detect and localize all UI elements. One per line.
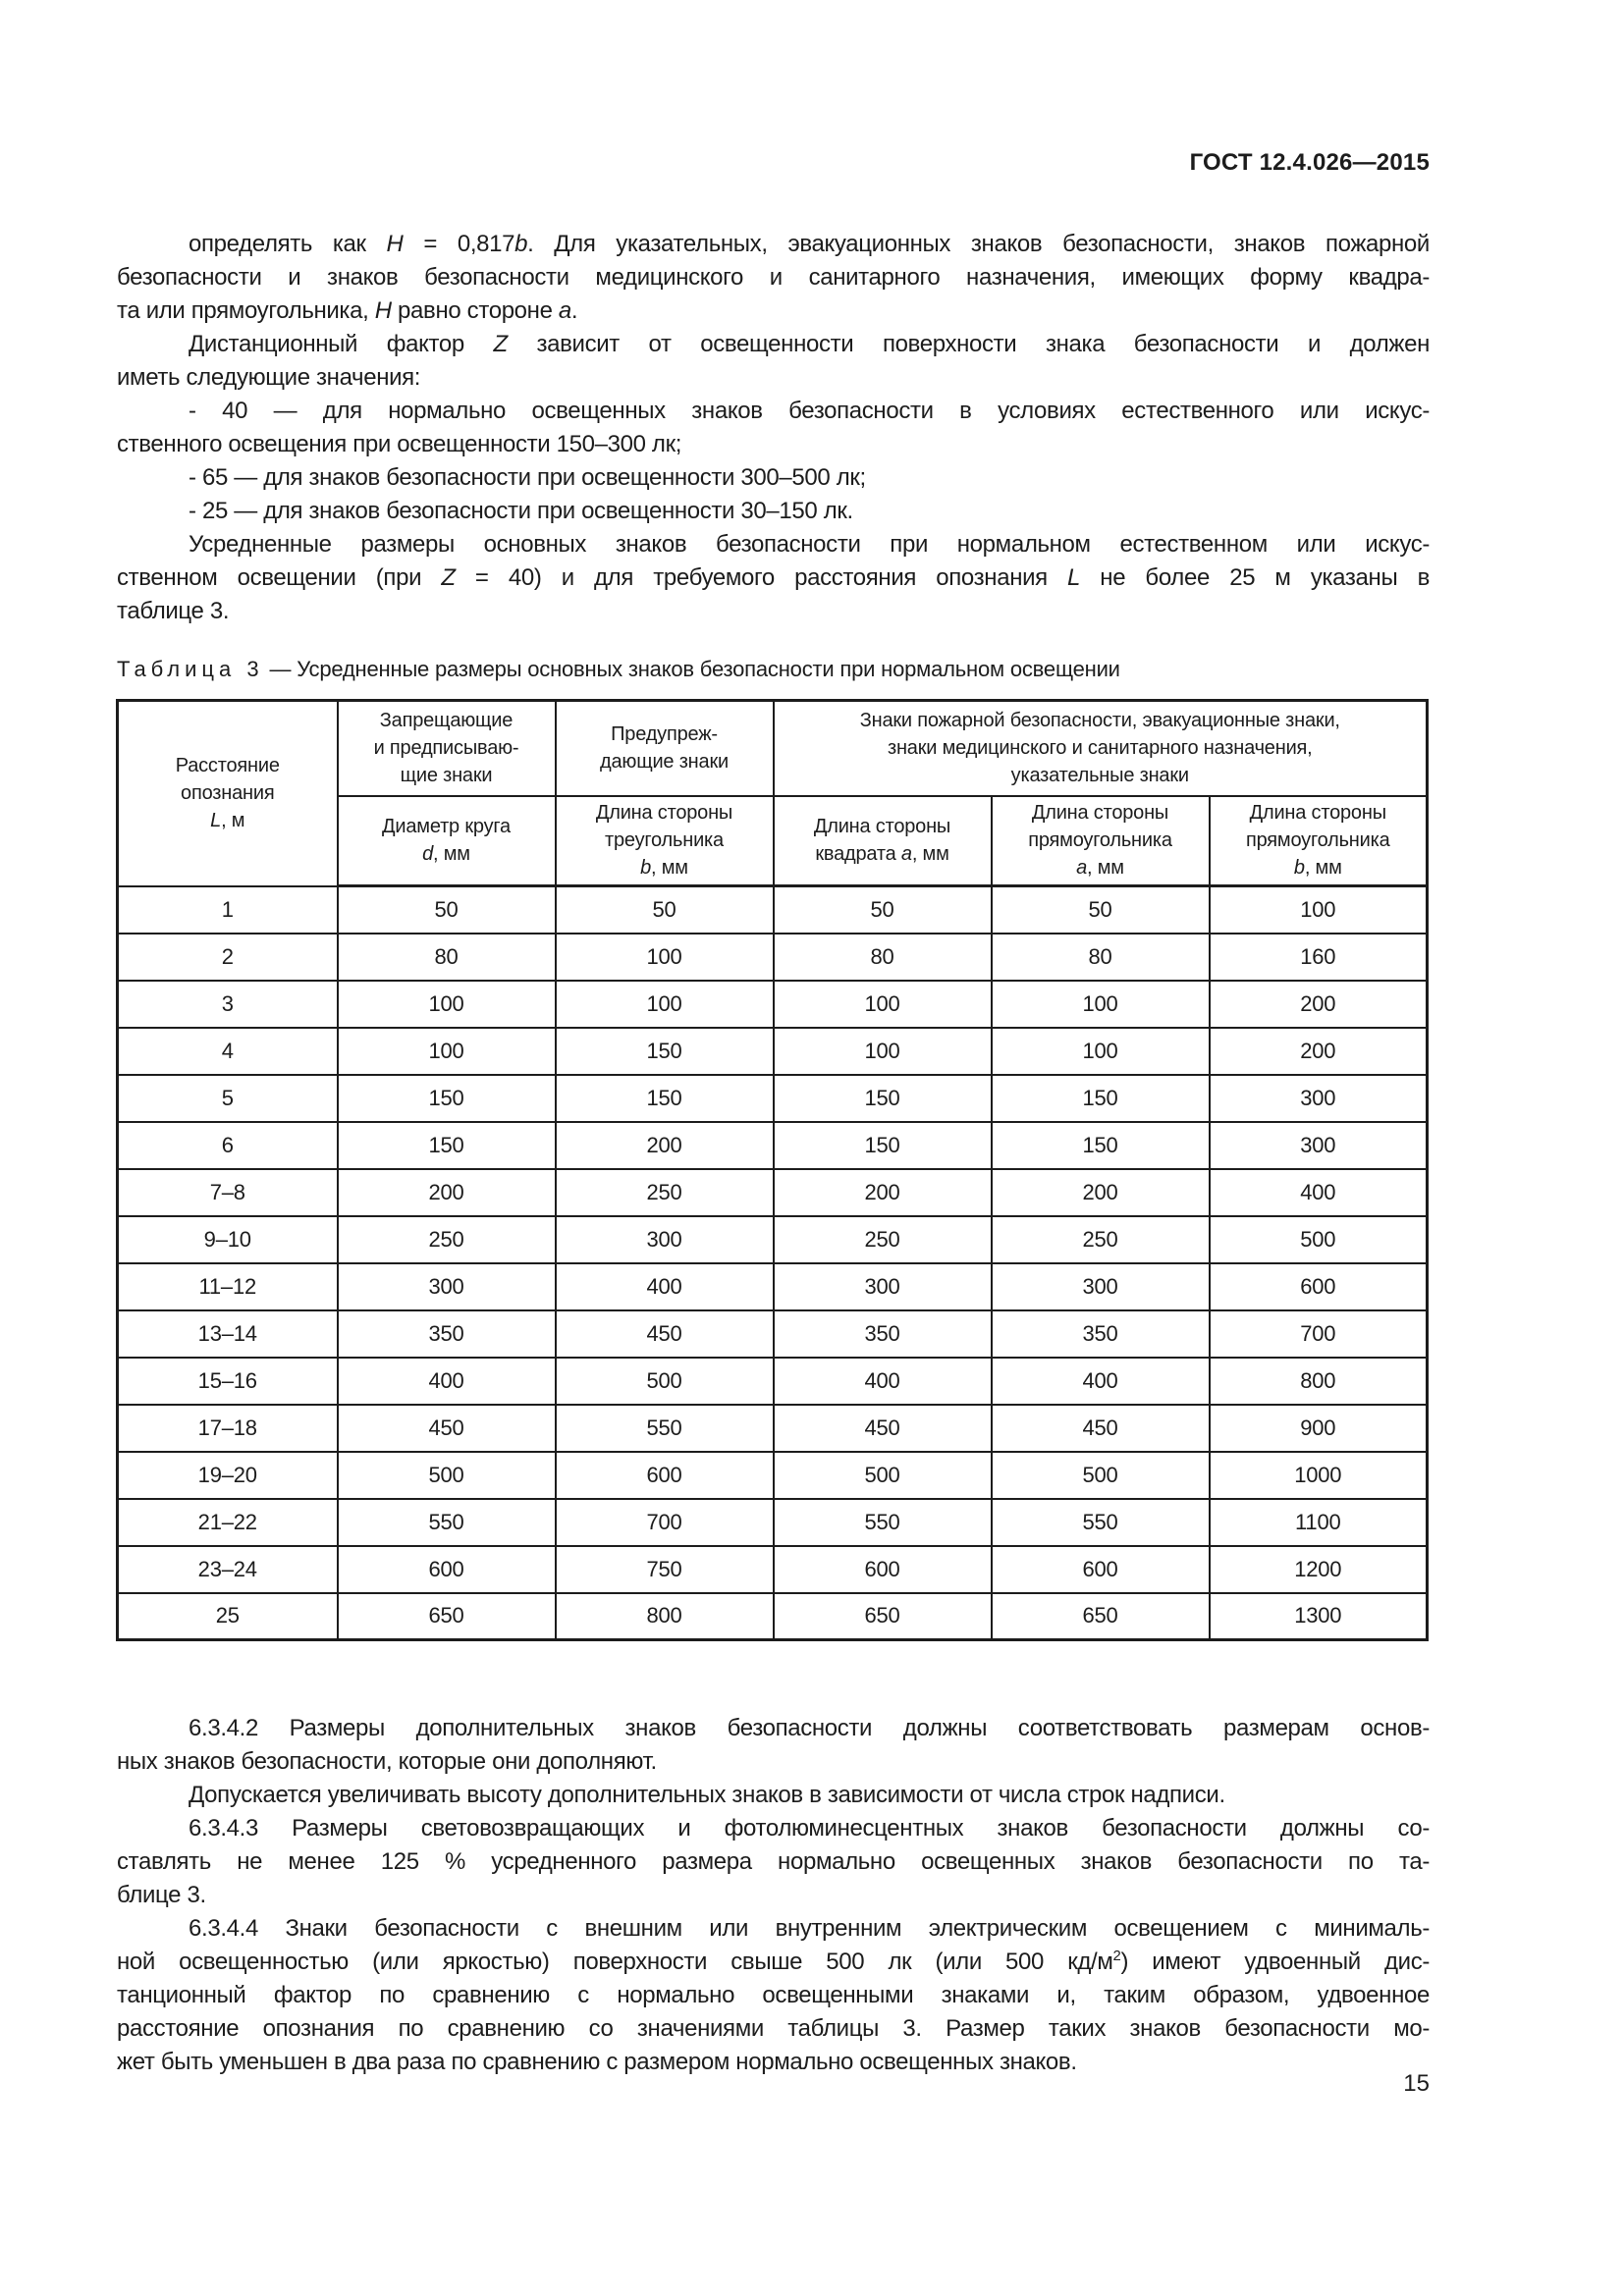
text-line: безопасности и знаков безопасности медицинского и санитарного назначения, имеющих форму квадра- [117, 264, 1430, 291]
text-line: жет быть уменьшен в два раза по сравнению с размером нормально освещенных знаков. [117, 2049, 1077, 2075]
header-line: прямоугольника [1028, 829, 1172, 852]
text-line: блице 3. [117, 1882, 206, 1908]
text-line: ных знаков безопасности, которые они дополняют. [117, 1748, 657, 1775]
value-cell: 200 [1210, 1028, 1428, 1075]
header-line: и предписываю- [373, 737, 519, 760]
table-row [118, 981, 1428, 1028]
text-line: танционный фактор по сравнению с нормально освещенными знаками и, таким образом, удвоенное [117, 1982, 1430, 2008]
value-cell: 900 [1210, 1405, 1428, 1452]
row-label-cell: 23–24 [118, 1546, 338, 1593]
row-label-cell: 5 [118, 1075, 338, 1122]
value-cell: 700 [1210, 1310, 1428, 1358]
text-line: - 25 — для знаков безопасности при освещенности 30–150 лк. [189, 498, 853, 524]
header-line: указательные знаки [1010, 765, 1189, 787]
header-cell-distance [118, 701, 338, 886]
table-header [118, 701, 1428, 886]
header-line: Длина стороны [1249, 802, 1386, 825]
header-line: d, мм [422, 843, 470, 866]
table-caption [117, 653, 1430, 686]
header-line: знаки медицинского и санитарного назначения, [887, 737, 1313, 760]
value-cell: 1100 [1210, 1499, 1428, 1546]
value-cell: 80 [774, 934, 992, 981]
header-line: Длина стороны [813, 816, 951, 838]
value-cell: 500 [992, 1452, 1210, 1499]
header-line: опознания [181, 782, 275, 805]
text-line: таблице 3. [117, 598, 230, 624]
value-cell: 750 [556, 1546, 774, 1593]
text-line: 6.3.4.4 Знаки безопасности с внешним или внутренним электрическим освещением с минималь- [189, 1915, 1430, 1942]
header-cell-square-side [774, 796, 992, 886]
value-cell: 700 [556, 1499, 774, 1546]
value-cell: 200 [338, 1169, 556, 1216]
value-cell: 100 [1210, 886, 1428, 934]
value-cell: 100 [338, 981, 556, 1028]
value-cell: 450 [556, 1310, 774, 1358]
paragraph [117, 1812, 1430, 1912]
header-line: квадрата a, мм [815, 843, 949, 866]
header-line: a, мм [1076, 857, 1124, 880]
value-cell: 400 [556, 1263, 774, 1310]
value-cell: 100 [338, 1028, 556, 1075]
table-row [118, 1075, 1428, 1122]
text-line: Допускается увеличивать высоту дополнительных знаков в зависимости от числа строк надписи. [189, 1782, 1225, 1808]
paragraph [117, 1912, 1430, 2079]
row-label-cell: 25 [118, 1593, 338, 1640]
header-cell-circle-diameter [338, 796, 556, 886]
row-label-cell: 2 [118, 934, 338, 981]
table-row [118, 1310, 1428, 1358]
value-cell: 80 [338, 934, 556, 981]
value-cell: 150 [556, 1028, 774, 1075]
row-label-cell: 17–18 [118, 1405, 338, 1452]
header-line: L, м [210, 810, 245, 832]
text-line: 6.3.4.3 Размеры световозвращающих и фотолюминесцентных знаков безопасности должны со- [189, 1815, 1430, 1842]
header-line: b, мм [640, 857, 688, 880]
value-cell: 450 [774, 1405, 992, 1452]
paragraph [117, 528, 1430, 628]
value-cell: 150 [774, 1122, 992, 1169]
text-line: Дистанционный фактор Z зависит от освещенности поверхности знака безопасности и должен [189, 331, 1431, 357]
text-line: ной освещенностью (или яркостью) поверхности свыше 500 лк (или 500 $кд/м^2$) имеют удвоенный дис- [117, 1949, 1430, 1975]
header-cell-prohibiting-signs [338, 701, 556, 796]
value-cell: 1000 [1210, 1452, 1428, 1499]
page-number: 15 [1403, 2070, 1430, 2097]
header-line: дающие знаки [600, 751, 729, 774]
table-row [118, 1122, 1428, 1169]
value-cell: 50 [992, 886, 1210, 934]
text-line: 6.3.4.2 Размеры дополнительных знаков безопасности должны соответствовать размерам основ- [189, 1715, 1430, 1741]
table-row [118, 1452, 1428, 1499]
value-cell: 150 [338, 1122, 556, 1169]
text-line: иметь следующие значения: [117, 364, 421, 391]
value-cell: 250 [992, 1216, 1210, 1263]
value-cell: 400 [774, 1358, 992, 1405]
table-row [118, 1263, 1428, 1310]
value-cell: 600 [774, 1546, 992, 1593]
header-line: Длина стороны [1031, 802, 1169, 825]
table-row [118, 1028, 1428, 1075]
value-cell: 300 [1210, 1122, 1428, 1169]
value-cell: 250 [338, 1216, 556, 1263]
header-cell-warning-signs [556, 701, 774, 796]
value-cell: 300 [556, 1216, 774, 1263]
header-line: Длина стороны [595, 802, 733, 825]
text-line: - 40 — для нормально освещенных знаков безопасности в условиях естественного или искус- [189, 398, 1430, 424]
paragraph [117, 228, 1430, 328]
value-cell: 50 [774, 886, 992, 934]
value-cell: 150 [338, 1075, 556, 1122]
value-cell: 450 [338, 1405, 556, 1452]
value-cell: 200 [992, 1169, 1210, 1216]
value-cell: 1300 [1210, 1593, 1428, 1640]
value-cell: 300 [774, 1263, 992, 1310]
paragraph [117, 1712, 1430, 1779]
header-cell-rectangle-side-b [1210, 796, 1428, 886]
value-cell: 250 [774, 1216, 992, 1263]
value-cell: 80 [992, 934, 1210, 981]
table-3 [116, 699, 1429, 1641]
paragraph [117, 495, 1430, 528]
table-row [118, 1358, 1428, 1405]
value-cell: 100 [774, 981, 992, 1028]
value-cell: 650 [774, 1593, 992, 1640]
value-cell: 550 [556, 1405, 774, 1452]
row-label-cell: 11–12 [118, 1263, 338, 1310]
table-row [118, 1593, 1428, 1640]
value-cell: 150 [556, 1075, 774, 1122]
paragraph [117, 395, 1430, 461]
value-cell: 400 [1210, 1169, 1428, 1216]
value-cell: 800 [1210, 1358, 1428, 1405]
table-row [118, 1216, 1428, 1263]
value-cell: 200 [556, 1122, 774, 1169]
table-row [118, 1169, 1428, 1216]
text-line: ственном освещении (при Z = 40) и для требуемого расстояния опознания L не более 25 м указаны в [117, 564, 1430, 591]
document-header: ГОСТ 12.4.026—2015 [1189, 149, 1430, 176]
table-row [118, 886, 1428, 934]
table-row [118, 1546, 1428, 1593]
value-cell: 100 [774, 1028, 992, 1075]
text-line: та или прямоугольника, H равно стороне a. [117, 297, 578, 324]
header-cell-fire-safety-group [774, 701, 1428, 796]
header-line: прямоугольника [1245, 829, 1390, 852]
value-cell: 50 [338, 886, 556, 934]
value-cell: 500 [1210, 1216, 1428, 1263]
value-cell: 350 [338, 1310, 556, 1358]
row-label-cell: 9–10 [118, 1216, 338, 1263]
text-line: Усредненные размеры основных знаков безопасности при нормальном естественном или искус- [189, 531, 1430, 558]
value-cell: 100 [992, 1028, 1210, 1075]
header-cell-triangle-side [556, 796, 774, 886]
value-cell: 200 [1210, 981, 1428, 1028]
header-line: b, мм [1293, 857, 1342, 880]
row-label-cell: 13–14 [118, 1310, 338, 1358]
value-cell: 550 [774, 1499, 992, 1546]
header-line: Расстояние [175, 755, 280, 777]
header-cell-rectangle-side-a [992, 796, 1210, 886]
row-label-cell: 7–8 [118, 1169, 338, 1216]
row-label-cell: 21–22 [118, 1499, 338, 1546]
value-cell: 150 [774, 1075, 992, 1122]
value-cell: 600 [992, 1546, 1210, 1593]
table-row [118, 934, 1428, 981]
value-cell: 500 [556, 1358, 774, 1405]
header-line: Знаки пожарной безопасности, эвакуационные знаки, [859, 710, 1340, 732]
value-cell: 100 [556, 981, 774, 1028]
table-body [118, 886, 1428, 1640]
header-line: Диаметр круга [382, 816, 511, 838]
row-label-cell: 3 [118, 981, 338, 1028]
value-cell: 400 [338, 1358, 556, 1405]
value-cell: 600 [338, 1546, 556, 1593]
value-cell: 160 [1210, 934, 1428, 981]
table-row [118, 1405, 1428, 1452]
row-label-cell: 1 [118, 886, 338, 934]
value-cell: 600 [1210, 1263, 1428, 1310]
table-caption-label: Таблица 3 [117, 657, 264, 681]
row-label-cell: 19–20 [118, 1452, 338, 1499]
table-caption-text: — Усредненные размеры основных знаков безопасности при нормальном освещении [263, 657, 1120, 681]
header-line: Предупреж- [611, 723, 718, 746]
value-cell: 150 [992, 1122, 1210, 1169]
value-cell: 450 [992, 1405, 1210, 1452]
value-cell: 100 [992, 981, 1210, 1028]
text-line: ставлять не менее 125 % усредненного размера нормально освещенных знаков безопасности по та- [117, 1848, 1430, 1875]
text-line: ственного освещения при освещенности 150–300 лк; [117, 431, 682, 457]
text-line: - 65 — для знаков безопасности при освещенности 300–500 лк; [189, 464, 866, 491]
value-cell: 200 [774, 1169, 992, 1216]
value-cell: 350 [774, 1310, 992, 1358]
value-cell: 550 [338, 1499, 556, 1546]
row-label-cell: 15–16 [118, 1358, 338, 1405]
value-cell: 350 [992, 1310, 1210, 1358]
value-cell: 600 [556, 1452, 774, 1499]
value-cell: 250 [556, 1169, 774, 1216]
value-cell: 300 [1210, 1075, 1428, 1122]
value-cell: 300 [992, 1263, 1210, 1310]
row-label-cell: 6 [118, 1122, 338, 1169]
body-paragraphs [117, 228, 1430, 628]
header-line: щие знаки [400, 765, 493, 787]
value-cell: 100 [556, 934, 774, 981]
value-cell: 500 [774, 1452, 992, 1499]
row-label-cell: 4 [118, 1028, 338, 1075]
text-line: расстояние опознания по сравнению со значениями таблицы 3. Размер таких знаков безопасности мо- [117, 2015, 1430, 2042]
bottom-paragraphs [117, 1712, 1430, 2079]
paragraph [117, 328, 1430, 395]
value-cell: 650 [338, 1593, 556, 1640]
value-cell: 50 [556, 886, 774, 934]
paragraph [117, 1779, 1430, 1812]
value-cell: 400 [992, 1358, 1210, 1405]
paragraph [117, 461, 1430, 495]
value-cell: 800 [556, 1593, 774, 1640]
value-cell: 300 [338, 1263, 556, 1310]
value-cell: 550 [992, 1499, 1210, 1546]
value-cell: 1200 [1210, 1546, 1428, 1593]
header-line: треугольника [605, 829, 724, 852]
value-cell: 650 [992, 1593, 1210, 1640]
value-cell: 500 [338, 1452, 556, 1499]
table-row [118, 1499, 1428, 1546]
value-cell: 150 [992, 1075, 1210, 1122]
header-line: Запрещающие [379, 710, 514, 732]
text-line: определять как H = 0,817b. Для указательных, эвакуационных знаков безопасности, знаков пожарной [189, 231, 1430, 257]
